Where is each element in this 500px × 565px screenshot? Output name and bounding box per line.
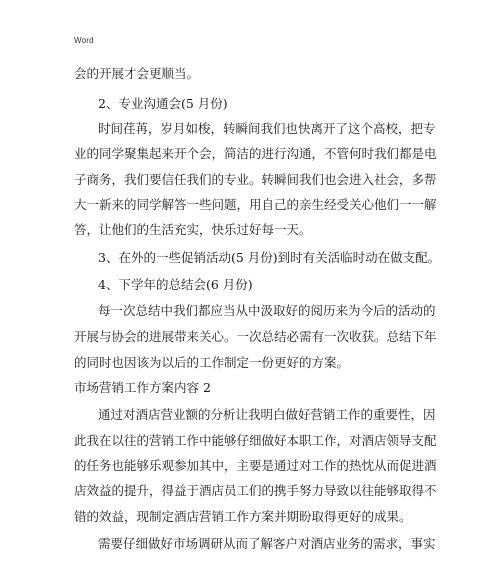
- paragraph-line: 会的开展才会更顺当。: [74, 66, 200, 81]
- paragraph-line: 的同时也因该为以后的工作制定一份更好的方案。: [74, 355, 350, 370]
- section-heading: 2、专业沟通会(5 月份): [98, 96, 228, 111]
- paragraph-line: 通过对酒店营业额的分析让我明白做好营销工作的重要性，因: [98, 407, 436, 422]
- paragraph-line: 的任务也能够乐观参加其中，主要是通过对工作的热忱从而促进酒: [74, 458, 437, 473]
- paragraph-line: 业的同学聚集起来开个会，简洁的进行沟通，不管何时我们都是电: [74, 146, 437, 161]
- section-heading: 3、在外的一些促销活动(5 月份)到时有关活临时动在做支配。: [98, 250, 441, 265]
- paragraph-line: 大一新来的同学解答一些问题，用自己的亲生经受关心他们一一解: [74, 197, 437, 212]
- app-header-label: Word: [74, 36, 94, 45]
- paragraph-line: 店效益的提升，得益于酒店员工们的携手努力导致以往能够取得不: [74, 483, 437, 498]
- paragraph-line: 子商务，我们要信任我们的专业。转瞬间我们也会进入社会，多帮: [74, 172, 437, 187]
- paragraph-line: 答，让他们的生活充实，快乐过好每一天。: [74, 222, 312, 237]
- paragraph-line: 需要仔细做好市场调研从而了解客户对酒店业务的需求，事实: [98, 536, 436, 551]
- paragraph-line: 错的效益，现制定酒店营销工作方案并期盼取得更好的成果。: [74, 509, 412, 524]
- section-heading: 4、下学年的总结会(6 月份): [98, 277, 253, 292]
- section-title: 市场营销工作方案内容 2: [74, 380, 211, 395]
- paragraph-line: 每一次总结中我们都应当从中汲取好的阅历来为今后的活动的: [98, 303, 436, 318]
- paragraph-line: 时间荏苒，岁月如梭，转瞬间我们也快离开了这个高校，把专: [98, 121, 436, 136]
- paragraph-line: 开展与协会的进展带来关心。一次总结必需有一次收获。总结下年: [74, 329, 437, 344]
- paragraph-line: 此我在以往的营销工作中能够仔细做好本职工作，对酒店领导支配: [74, 433, 437, 448]
